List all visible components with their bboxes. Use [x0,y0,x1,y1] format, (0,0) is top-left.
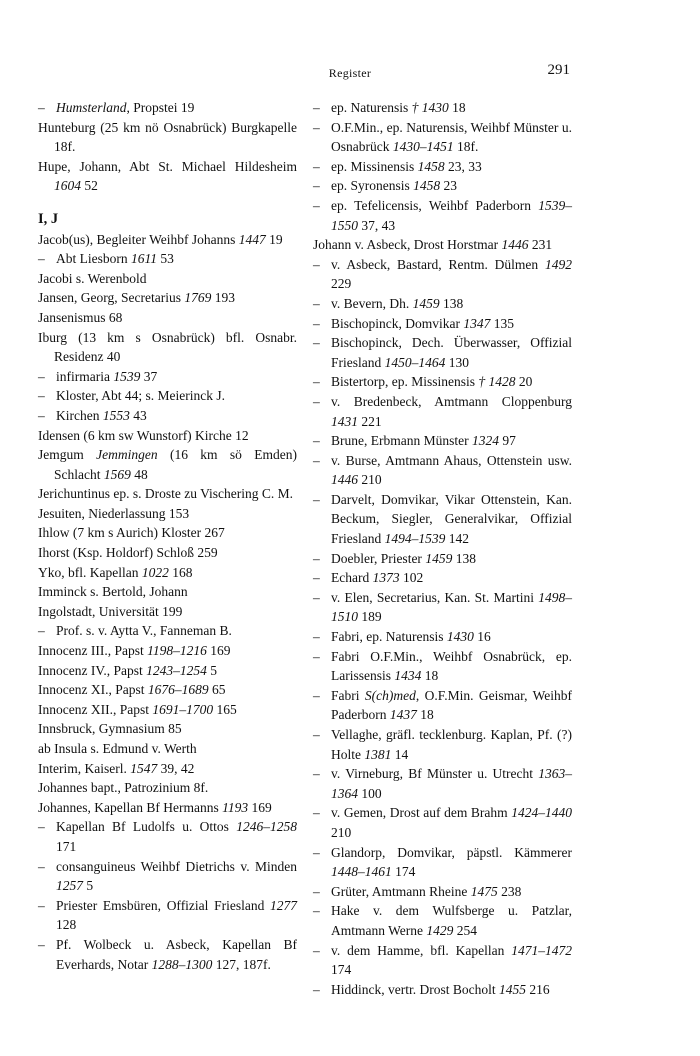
index-italic-text: 1434 [394,668,422,684]
index-subentry [313,392,572,431]
index-subentry [313,627,572,647]
index-text: 18 [416,707,434,723]
index-subentry [38,367,297,387]
index-subentry [313,314,572,334]
index-entry [38,543,297,563]
subentry-dash: – [313,766,320,782]
index-text: v. Bredenbeck, Amtmann Cloppenburg [331,393,572,409]
index-subentry [313,431,572,451]
index-text: Darvelt, Domvikar, Vikar Ottenstein, Kan. Beckum, Siegler, Generalvikar, Offizial Friesland [331,491,572,547]
index-subentry [313,549,572,569]
index-entry [38,739,297,759]
index-text: 174 [391,864,416,880]
index-text: Kapellan Bf Ludolfs u. Ottos [56,819,237,835]
index-text: Innocenz III., Papst [38,643,148,659]
index-text: 14 [391,746,409,762]
index-text: Yko, bfl. Kapellan [38,564,142,580]
index-text: Jerichuntinus ep. s. Droste zu Vischering C. M. [38,486,294,502]
index-subentry [313,882,572,902]
subentry-dash: – [38,897,45,913]
index-text: 23 [440,178,457,194]
index-entry [38,641,297,661]
index-text: 210 [358,472,382,488]
index-text: Abt Liesborn [56,251,131,267]
index-entry [38,778,297,798]
index-italic-text: 1430 [446,629,474,645]
index-subentry [313,803,572,842]
index-entry [38,661,297,681]
index-text: Kloster, Abt 44; s. Meierinck J. [56,388,225,404]
index-subentry [313,764,572,803]
index-text: 48 [130,466,148,482]
index-text: Ingolstadt, Universität 199 [38,603,183,619]
index-italic-text: 1475 [470,883,498,899]
index-text: Fabri, ep. Naturensis [331,629,447,645]
index-entry [38,719,297,739]
index-text: Ihorst (Ksp. Holdorf) Schloß 259 [38,545,218,561]
index-italic-text: 1498–1510 [331,589,572,625]
index-entry [38,602,297,622]
index-text: Kirchen [56,407,103,423]
index-italic-text: 1539 [113,368,141,384]
index-text: Pf. Wolbeck u. Asbeck, Kapellan Bf Everhards, Notar [56,936,297,972]
index-subentry [313,843,572,882]
index-text: 127, 187f. [212,956,271,972]
index-entry [38,700,297,720]
index-text: Bischopinck, Dech. Überwasser, Offizial Friesland [331,335,572,370]
index-text: Jacobi s. Werenbold [38,270,147,286]
index-entry [38,504,297,524]
index-italic-text: † 1428 [478,374,516,390]
index-text: v. dem Hamme, bfl. Kapellan [331,942,512,958]
index-entry [38,426,297,446]
index-subentry [313,588,572,627]
index-entry [38,798,297,818]
subentry-dash: – [313,119,320,135]
subentry-dash: – [313,178,320,194]
index-subentry [313,372,572,392]
subentry-dash: – [38,251,45,267]
index-column-right [313,98,572,999]
index-italic-text: 1450–1464 [384,354,446,370]
index-text: 18 [448,100,466,115]
index-entry [38,118,297,157]
subentry-dash: – [313,589,320,605]
index-italic-text: 1277 [270,897,297,913]
index-italic-text: 1547 [130,760,158,776]
index-subentry [38,857,297,896]
index-italic-text: 1447 [238,231,266,247]
index-text: 221 [358,413,382,429]
index-text: O.F.Min., ep. Naturensis, Weihbf Münster u. Osnabrück [331,119,572,155]
index-text: Idensen (6 km sw Wunstorf) Kirche 12 [38,427,249,443]
index-text: 23, 33 [444,158,482,174]
index-italic-text: Humsterland [56,100,127,115]
index-italic-text: 1363–1364 [331,766,572,801]
index-italic-text: Jemmingen [96,447,158,463]
index-italic-text: 1553 [102,407,130,423]
subentry-dash: – [38,936,45,952]
index-italic-text: 1458 [417,158,445,174]
index-subentry [38,817,297,856]
index-italic-text: 1437 [389,707,417,723]
subentry-dash: – [313,452,320,468]
index-subentry [313,647,572,686]
index-text: 20 [515,374,533,390]
subentry-dash: – [313,883,320,899]
index-subentry [313,98,572,118]
index-text: Bischopinck, Domvikar [331,315,464,331]
index-text: 18 [421,668,439,684]
index-italic-text: 1691–1700 [152,701,214,717]
index-subentry [313,196,572,235]
index-text: 97 [498,433,516,449]
subentry-dash: – [313,550,320,566]
index-entry [38,523,297,543]
index-italic-text: S(ch)med [364,687,416,703]
subentry-dash: – [313,629,320,645]
index-italic-text: 1569 [103,466,131,482]
index-text: 193 [211,290,235,306]
index-text: 102 [399,570,424,586]
index-text: Iburg (13 km s Osnabrück) bfl. Osnabr. Residenz 40 [38,329,297,365]
index-text: 168 [168,564,193,580]
index-text: 5 [83,878,94,894]
index-text: 231 [528,237,553,253]
index-text: Johannes, Kapellan Bf Hermanns [38,799,223,815]
index-italic-text: 1471–1472 [511,942,572,958]
index-text: 39, 42 [157,760,195,776]
subentry-dash: – [313,295,320,311]
index-text: 189 [358,609,382,625]
index-entry [38,563,297,583]
index-italic-text: 1424–1440 [511,805,572,821]
subentry-dash: – [38,819,45,835]
subentry-dash: – [38,858,45,874]
subentry-dash: – [313,687,320,703]
index-subentry [313,333,572,372]
index-text: Imminck s. Bertold, Johann [38,584,188,600]
index-text: 138 [439,295,464,311]
index-text: 19 [265,231,283,247]
index-entry [38,288,297,308]
index-text: Johann v. Asbeck, Drost Horstmar [313,237,502,253]
subentry-dash: – [313,942,320,958]
index-text: 65 [208,682,226,698]
subentry-dash: – [38,407,45,423]
index-subentry [38,935,297,974]
index-subentry [38,386,297,406]
index-italic-text: 1288–1300 [151,956,213,972]
index-text: Priester Emsbüren, Offizial Friesland [56,897,270,913]
index-text: 138 [452,550,476,566]
index-italic-text: 1381 [364,746,392,762]
index-text: 254 [453,922,478,938]
index-text: 18f. [453,139,479,155]
index-text: infirmaria [56,368,114,384]
index-subentry [38,896,297,935]
index-text: consanguineus Weihbf Dietrichs v. Minden [56,858,297,874]
index-subentry [313,451,572,490]
index-text: 229 [331,276,352,292]
index-italic-text: 1430–1451 [392,139,454,155]
subentry-dash: – [313,335,320,351]
index-subentry [313,980,572,1000]
index-text: Doebler, Priester [331,550,426,566]
index-text: , Propstei 19 [126,100,195,115]
index-text: I, J [38,210,59,227]
index-text: Jemgum [38,447,97,463]
index-entry [38,680,297,700]
index-text: Jesuiten, Niederlassung 153 [38,505,190,521]
subentry-dash: – [313,197,320,213]
index-entry [38,445,297,484]
index-text: Hunteburg (25 km nö Osnabrück) Burgkapelle 18f. [38,119,297,155]
index-text: 53 [157,251,174,267]
index-text: 52 [81,178,98,194]
index-subentry [313,568,572,588]
index-text: v. Virneburg, Bf Münster u. Utrecht [331,766,539,782]
index-text: v. Burse, Amtmann Ahaus, Ottenstein usw. [331,452,572,468]
index-text: 171 [56,838,77,854]
index-italic-text: 1448–1461 [331,864,392,880]
index-text: 43 [129,407,147,423]
index-italic-text: 1193 [222,799,249,815]
index-text: Jacob(us), Begleiter Weihbf Johanns [38,231,239,247]
subentry-dash: – [313,158,320,174]
index-italic-text: 1198–1216 [147,643,207,659]
index-text: Echard [331,570,373,586]
index-entry [38,759,297,779]
index-italic-text: 1676–1689 [147,682,209,698]
index-text: Innsbruck, Gymnasium 85 [38,721,182,737]
subentry-dash: – [313,393,320,409]
running-head: Register [328,66,372,80]
index-text: 37 [140,368,158,384]
subentry-dash: – [313,844,320,860]
index-subentry [313,490,572,549]
index-text: Innocenz XI., Papst [38,682,148,698]
index-italic-text: 1492 [545,256,572,272]
index-italic-text: 1769 [184,290,212,306]
index-text: ep. Syronensis [331,178,414,194]
subentry-dash: – [313,256,320,272]
index-italic-text: 1604 [54,178,81,194]
index-subentry [313,901,572,940]
index-text: 165 [213,701,237,717]
index-entry [38,328,297,367]
subentry-dash: – [313,903,320,919]
index-entry [38,484,297,504]
subentry-dash: – [313,100,320,115]
index-text: ep. Tefelicensis, Weihbf Paderborn [331,197,539,213]
index-italic-text: 1455 [498,981,526,997]
index-text: Fabri O.F.Min., Weihbf Osnabrück, ep. Larissensis [331,648,572,684]
subentry-dash: – [313,491,320,507]
index-entry [38,269,297,289]
index-italic-text: † 1430 [411,100,449,115]
index-italic-text: 1243–1254 [146,662,207,678]
subentry-dash: – [38,100,45,115]
index-text: Innocenz XII., Papst [38,701,153,717]
subentry-dash: – [313,805,320,821]
index-text: v. Gemen, Drost auf dem Brahm [331,805,512,821]
index-italic-text: 1446 [501,237,529,253]
index-text: ep. Naturensis [331,100,412,115]
index-subentry [38,98,297,118]
index-italic-text: 1446 [331,472,358,488]
index-text: Bistertorp, ep. Missinensis [331,374,479,390]
index-italic-text: 1257 [56,878,83,894]
subentry-dash: – [313,648,320,664]
index-subentry [313,176,572,196]
index-entry [313,235,572,255]
subentry-dash: – [313,374,320,390]
index-text: Brune, Erbmann Münster [331,433,472,449]
index-text: v. Elen, Secretarius, Kan. St. Martini [331,589,539,605]
index-text: 142 [445,531,469,547]
index-text: (16 km sö Emden) Schlacht [54,447,297,482]
index-text: 135 [490,315,514,331]
index-text: Fabri [331,687,365,703]
index-text: Grüter, Amtmann Rheine [331,883,471,899]
index-text: v. Asbeck, Bastard, Rentm. Dülmen [331,256,545,272]
subentry-dash: – [313,315,320,331]
index-text: Jansenismus 68 [38,309,123,325]
index-subentry [313,255,572,294]
index-italic-text: 1022 [141,564,169,580]
index-italic-text: 1494–1539 [384,531,446,547]
index-subentry [313,725,572,764]
index-text: Hupe, Johann, Abt St. Michael Hildesheim [38,158,297,174]
index-text: 174 [331,962,352,978]
index-subentry [313,294,572,314]
subentry-dash: – [313,433,320,449]
index-text: , O.F.Min. Geismar, Weihbf Paderborn [331,687,573,723]
index-subentry [313,941,572,980]
index-subentry [38,621,297,641]
subentry-dash: – [313,570,320,586]
index-entry [38,582,297,602]
index-text: v. Bevern, Dh. [331,295,413,311]
index-text: Vellaghe, gräfl. tecklenburg. Kaplan, Pf. (?) Holte [331,727,572,762]
index-italic-text: 1459 [425,550,453,566]
index-italic-text: 1611 [131,251,157,267]
index-text: ep. Missinensis [331,158,418,174]
index-text: Johannes bapt., Patrozinium 8f. [38,780,209,796]
index-italic-text: 1431 [331,413,358,429]
index-subentry [313,686,572,725]
index-italic-text: 1539–1550 [331,197,572,233]
index-text: Interim, Kaiserl. [38,760,131,776]
index-subentry [38,249,297,269]
index-text: Jansen, Georg, Secretarius [38,290,185,306]
index-entry [38,308,297,328]
index-text: 130 [445,354,469,370]
index-text: Hiddinck, vertr. Drost Bocholt [331,981,499,997]
index-text: Prof. s. v. Aytta V., Fanneman B. [56,623,232,639]
subentry-dash: – [313,981,320,997]
index-text: Ihlow (7 km s Aurich) Kloster 267 [38,525,225,541]
index-italic-text: 1429 [426,922,454,938]
index-entry [38,230,297,250]
index-text: 238 [497,883,522,899]
index-text: Glandorp, Domvikar, päpstl. Kämmerer [331,844,572,860]
index-text: 216 [525,981,550,997]
subentry-dash: – [38,368,45,384]
index-column-left [38,98,297,974]
index-text: Hake v. dem Wulfsberge u. Patzlar, Amtmann Werne [331,903,572,938]
subentry-dash: – [38,388,45,404]
index-italic-text: 1324 [471,433,499,449]
index-text: 169 [248,799,272,815]
index-text: 169 [206,643,231,659]
index-entry [38,157,297,196]
index-text: 128 [56,917,77,933]
index-text: 100 [358,785,382,801]
index-text: ab Insula s. Edmund v. Werth [38,741,197,756]
index-subentry [313,118,572,157]
index-italic-text: 1347 [463,315,491,331]
index-text: Innocenz IV., Papst [38,662,147,678]
index-subentry [38,406,297,426]
index-text: 5 [206,662,217,678]
subentry-dash: – [38,623,45,639]
index-text: 210 [331,824,352,840]
index-italic-text: 1459 [412,295,440,311]
index-italic-text: 1246–1258 [236,819,297,835]
index-section-heading [38,210,297,230]
index-text: 37, 43 [358,217,396,233]
index-text: 16 [473,629,491,645]
subentry-dash: – [313,727,320,742]
page-number: 291 [547,62,570,78]
index-italic-text: 1373 [372,570,400,586]
index-italic-text: 1458 [413,178,441,194]
index-subentry [313,157,572,177]
